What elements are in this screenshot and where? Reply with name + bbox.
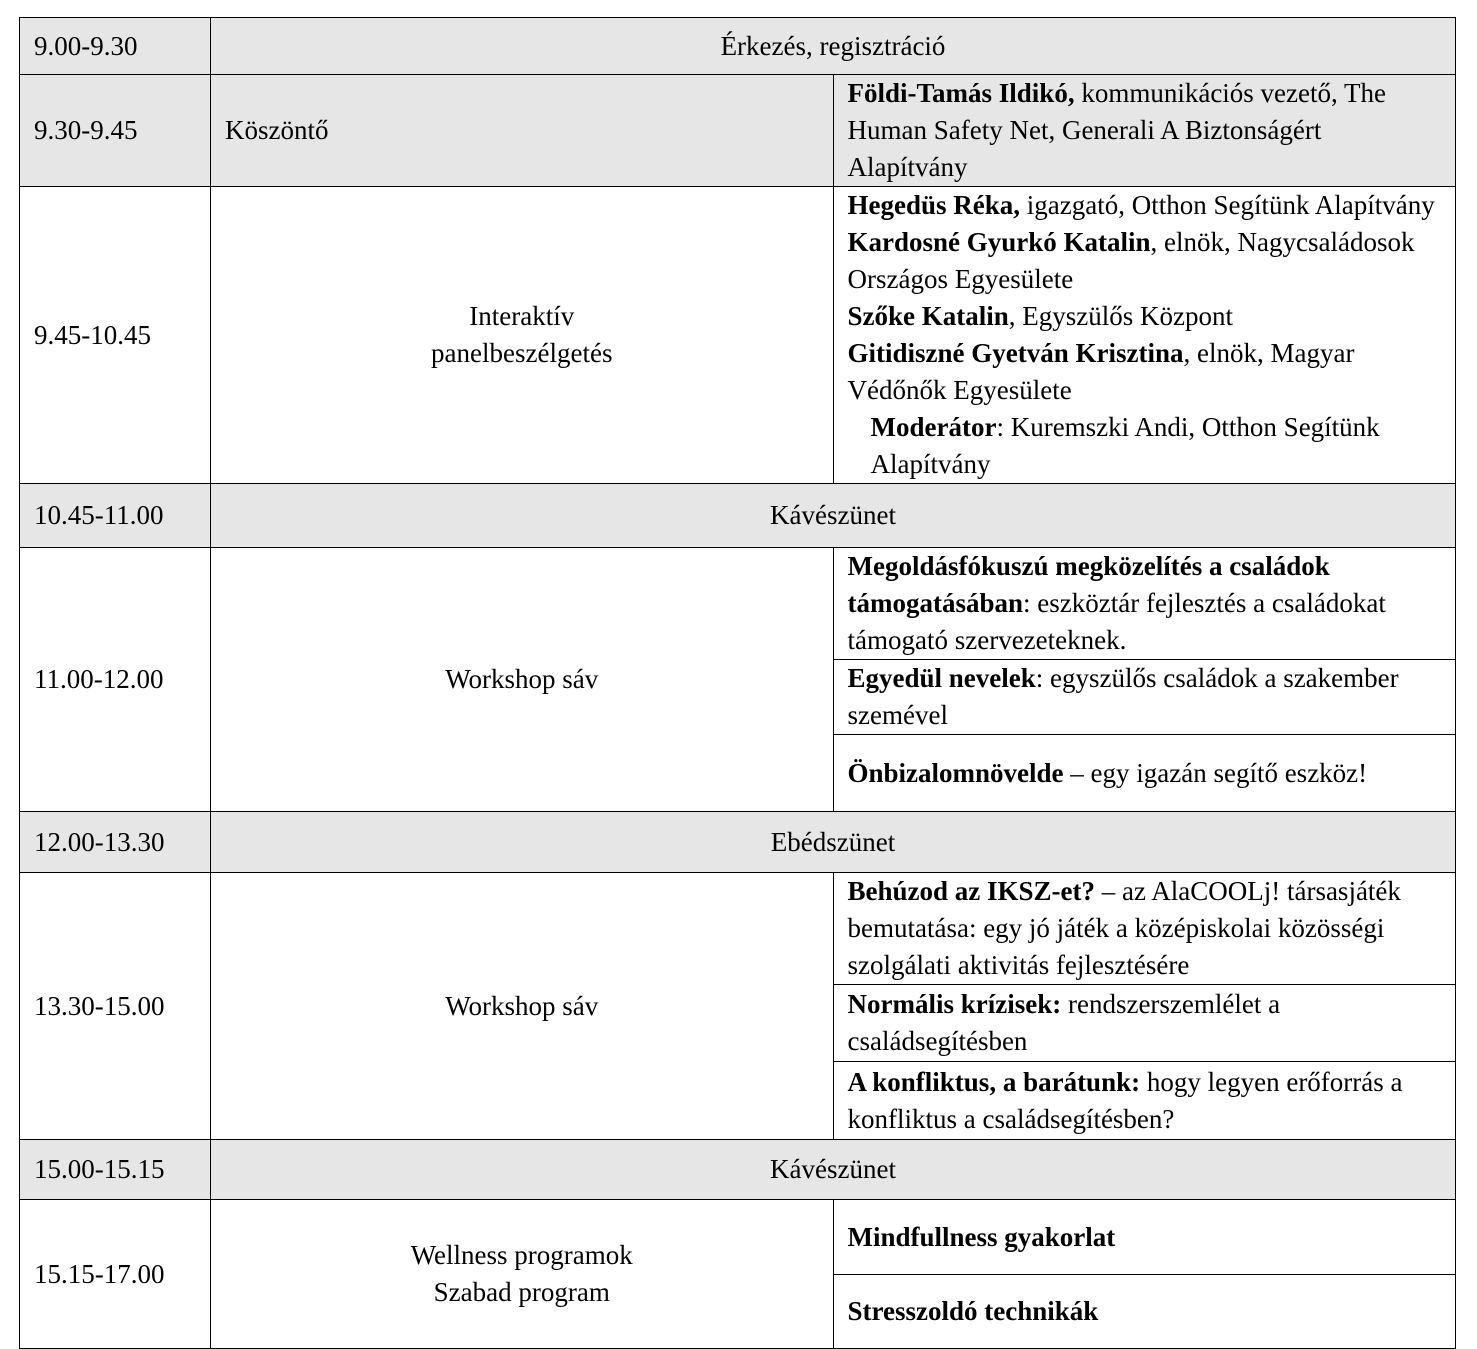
workshop-item	[833, 873, 1456, 985]
session-type-line: Interaktív	[469, 301, 575, 331]
workshop-item	[833, 1275, 1456, 1349]
panelist	[848, 335, 1442, 409]
workshop-desc: rendszerszemlélet a családsegítésben	[847, 989, 1281, 1056]
workshop-title: Normális krízisek:	[847, 989, 1062, 1019]
session-type-line: panelbeszélgetés	[431, 338, 613, 368]
moderator-desc: : Kuremszki Andi, Otthon Segítünk Alapítvány	[870, 412, 1380, 479]
panel-details	[833, 187, 1456, 484]
break-label: Érkezés, regisztráció	[211, 18, 1456, 75]
workshop-desc: : egyszülős családok a szakember szemével	[847, 663, 1399, 730]
workshop-item	[833, 660, 1456, 735]
workshop-item	[833, 548, 1456, 660]
agenda-row	[20, 1200, 1456, 1275]
time-cell: 9.30-9.45	[20, 75, 211, 187]
agenda-row	[20, 873, 1456, 985]
agenda-row	[20, 548, 1456, 660]
time-cell: 15.00-15.15	[20, 1140, 211, 1200]
time-cell: 13.30-15.00	[20, 873, 211, 1140]
workshop-desc: hogy legyen erőforrás a konfliktus a családsegítésben?	[847, 1066, 1403, 1134]
time-cell: 9.00-9.30	[20, 18, 211, 75]
agenda-table	[19, 17, 1456, 1349]
session-type	[211, 1200, 834, 1349]
moderator-label: Moderátor	[870, 412, 997, 442]
workshop-item	[833, 1200, 1456, 1275]
session-type	[211, 187, 834, 484]
moderator	[848, 409, 1442, 483]
agenda-row	[20, 1140, 1456, 1200]
panelist-desc: , elnök, Magyar Védőnők Egyesülete	[847, 338, 1355, 405]
workshop-title: Megoldásfókuszú megközelítés a családok támogatásában	[847, 551, 1330, 618]
panelist-name: Hegedüs Réka,	[847, 190, 1021, 220]
panelist-name: Kardosné Gyurkó Katalin	[847, 227, 1151, 257]
break-label: Kávészünet	[211, 1140, 1456, 1200]
panelist-name: Szőke Katalin	[847, 301, 1009, 331]
session-details	[833, 75, 1456, 187]
panelist-desc: igazgató, Otthon Segítünk Alapítvány	[1020, 190, 1435, 220]
time-cell: 10.45-11.00	[20, 484, 211, 548]
workshop-item	[833, 985, 1456, 1062]
panelist	[848, 298, 1442, 335]
workshop-desc: : eszköztár fejlesztés a családokat támogató szervezeteknek.	[847, 588, 1386, 655]
time-cell: 12.00-13.30	[20, 812, 211, 873]
panelist	[848, 187, 1442, 224]
session-type-line: Wellness programok	[410, 1240, 633, 1270]
agenda-row	[20, 812, 1456, 873]
workshop-title: Stresszoldó technikák	[847, 1296, 1099, 1326]
session-type-line: Szabad program	[433, 1277, 610, 1307]
panelist-desc: , Egyszülős Központ	[1008, 301, 1233, 331]
agenda-row	[20, 187, 1456, 484]
workshop-item	[833, 735, 1456, 812]
agenda-row	[20, 18, 1456, 75]
break-label: Kávészünet	[211, 484, 1456, 548]
session-type: Workshop sáv	[211, 548, 834, 812]
time-cell: 15.15-17.00	[20, 1200, 211, 1349]
agenda-row	[20, 484, 1456, 548]
break-label: Ebédszünet	[211, 812, 1456, 873]
session-type: Workshop sáv	[211, 873, 834, 1140]
workshop-desc: – az AlaCOOLj! társasjáték bemutatása: egy jó játék a középiskolai közösségi szolgálati aktivitás fejlesztésére	[847, 876, 1401, 980]
time-cell: 11.00-12.00	[20, 548, 211, 812]
speaker-desc: kommunikációs vezető, The Human Safety Net, Generali A Biztonságért Alapítvány	[847, 78, 1387, 182]
workshop-title: Egyedül nevelek	[847, 663, 1036, 693]
agenda-row	[20, 75, 1456, 187]
workshop-desc: – egy igazán segítő eszköz!	[1063, 757, 1368, 788]
time-cell: 9.45-10.45	[20, 187, 211, 484]
workshop-item	[833, 1062, 1456, 1140]
speaker-name: Földi-Tamás Ildikó,	[847, 78, 1075, 108]
workshop-title: Behúzod az IKSZ-et?	[847, 876, 1096, 906]
panelist	[848, 224, 1442, 298]
workshop-title: Önbizalomnövelde	[847, 757, 1064, 788]
workshop-title: A konfliktus, a barátunk:	[847, 1066, 1141, 1097]
session-type: Köszöntő	[211, 75, 834, 187]
panelist-name: Gitidiszné Gyetván Krisztina	[847, 338, 1184, 368]
panelist-desc: , elnök, Nagycsaládosok Országos Egyesülete	[847, 227, 1415, 294]
workshop-title: Mindfullness gyakorlat	[847, 1221, 1116, 1252]
